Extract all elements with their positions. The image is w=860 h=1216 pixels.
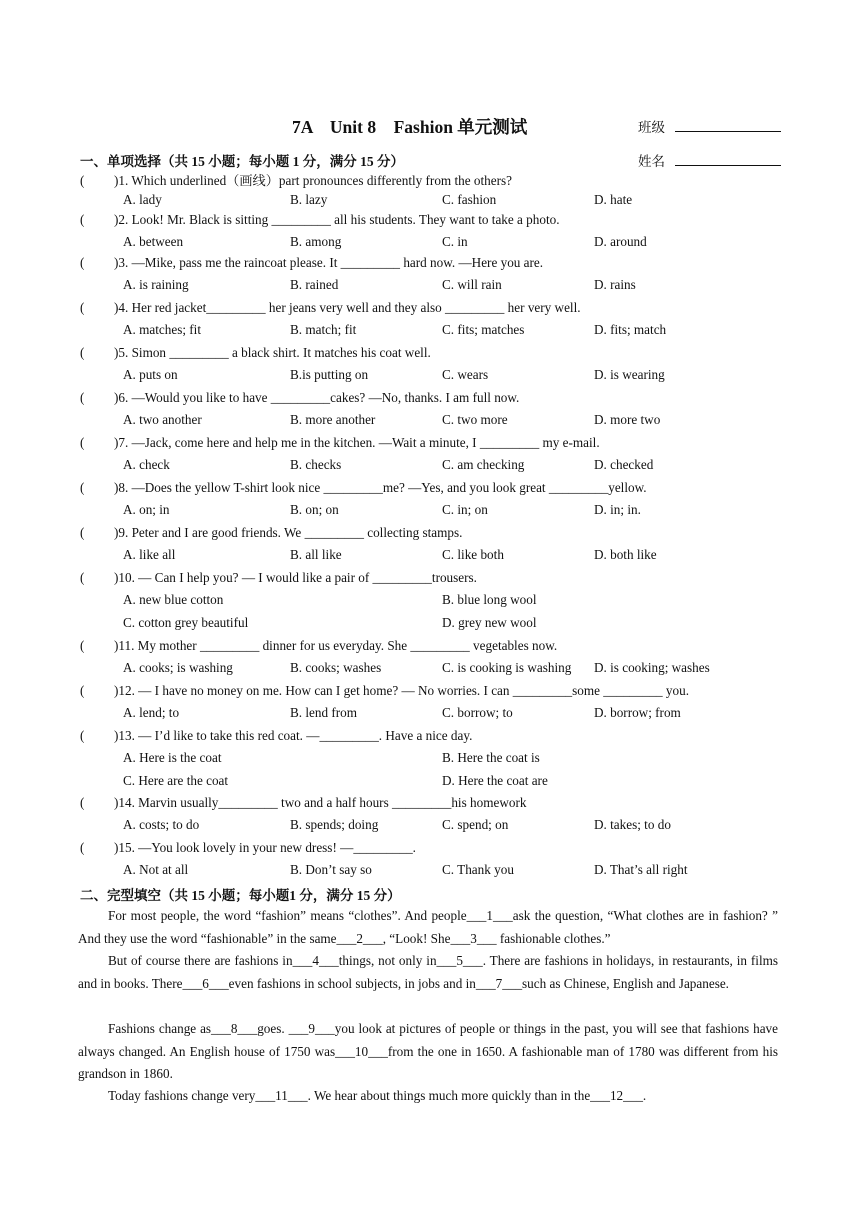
answer-option[interactable]: B. checks <box>290 457 342 472</box>
answer-option[interactable]: B. blue long wool <box>442 592 537 607</box>
question-stem <box>80 170 512 189</box>
question-stem <box>80 435 600 451</box>
question-text: )4. Her red jacket_________ her jeans very well and they also _________ her very well. <box>114 300 581 315</box>
answer-option[interactable]: D. hate <box>594 192 633 207</box>
question-stem <box>80 638 557 654</box>
cloze-paragraph-1: For most people, the word “fashion” means “clothes”. And people___1___ask the question, “What clothes are in fashion? ” And they use the word “fashionable” in the same___2___, “Look! She___3___ fashionable clothes.” <box>78 908 778 946</box>
question-text: )13. — I’d like to take this red coat. —_________. Have a nice day. <box>114 728 473 743</box>
answer-option[interactable]: B.is putting on <box>290 367 369 382</box>
answer-option[interactable]: A. Here is the coat <box>123 750 222 765</box>
name-blank-line[interactable] <box>675 151 781 166</box>
answer-option[interactable]: A. new blue cotton <box>123 592 224 607</box>
name-field <box>638 150 781 170</box>
answer-parenthesis[interactable]: ( <box>80 728 85 743</box>
answer-option[interactable]: D. in; in. <box>594 502 641 517</box>
answer-option[interactable]: D. checked <box>594 457 654 472</box>
question-text: )15. —You look lovely in your new dress! —_________. <box>114 840 416 855</box>
question-stem <box>80 683 689 699</box>
question-stem <box>80 390 519 406</box>
answer-parenthesis[interactable]: ( <box>80 840 85 855</box>
answer-option[interactable]: C. am checking <box>442 457 525 472</box>
answer-option[interactable]: C. in <box>442 234 468 249</box>
answer-option[interactable]: A. like all <box>123 547 176 562</box>
question-text: )12. — I have no money on me. How can I get home? — No worries. I can _________some _________ you. <box>114 683 690 698</box>
answer-option[interactable]: D. borrow; from <box>594 705 681 720</box>
answer-option[interactable]: A. between <box>123 234 184 249</box>
answer-option[interactable]: C. Here are the coat <box>123 773 229 788</box>
page-title: 7A Unit 8 Fashion 单元测试 <box>292 117 528 137</box>
question-text: )11. My mother _________ dinner for us everyday. She _________ vegetables now. <box>114 638 558 653</box>
answer-option[interactable]: C. cotton grey beautiful <box>123 615 249 630</box>
answer-option[interactable]: C. is cooking is washing <box>442 660 572 675</box>
answer-option[interactable]: D. rains <box>594 277 636 292</box>
question-stem <box>80 525 462 541</box>
answer-option[interactable]: C. fits; matches <box>442 322 525 337</box>
answer-option[interactable]: B. match; fit <box>290 322 357 337</box>
section1-heading: 一、单项选择（共 15 小题；每小题 1 分，满分 15 分） <box>80 154 404 169</box>
answer-option[interactable]: C. borrow; to <box>442 705 513 720</box>
answer-option[interactable]: A. costs; to do <box>123 817 200 832</box>
answer-option[interactable]: D. both like <box>594 547 657 562</box>
answer-parenthesis[interactable]: ( <box>80 300 85 315</box>
question-text: )1. Which underlined（画线）part pronounces differently from the others? <box>114 173 512 188</box>
answer-parenthesis[interactable]: ( <box>80 345 85 360</box>
answer-option[interactable]: B. among <box>290 234 342 249</box>
answer-parenthesis[interactable]: ( <box>80 570 85 585</box>
answer-option[interactable]: A. Not at all <box>123 862 189 877</box>
question-text: )9. Peter and I are good friends. We _________ collecting stamps. <box>114 525 463 540</box>
answer-option[interactable]: D. Here the coat are <box>442 773 548 788</box>
answer-option[interactable]: B. lend from <box>290 705 358 720</box>
answer-option[interactable]: C. Thank you <box>442 862 514 877</box>
question-text: )7. —Jack, come here and help me in the kitchen. —Wait a minute, I _________ my e-mail. <box>114 435 600 450</box>
answer-parenthesis[interactable]: ( <box>80 435 85 450</box>
question-stem <box>80 840 416 856</box>
question-stem <box>80 795 526 811</box>
answer-option[interactable]: B. rained <box>290 277 339 292</box>
answer-option[interactable]: B. more another <box>290 412 376 427</box>
answer-option[interactable]: B. cooks; washes <box>290 660 382 675</box>
question-stem <box>80 212 560 228</box>
answer-option[interactable]: A. on; in <box>123 502 170 517</box>
cloze-paragraph-3: Fashions change as___8___goes. ___9___you look at pictures of people or things in the past, you will see that fashions have always changed. An English house of 1750 was___10___from the one in 1650. A fashionable man of 1780 was different from his grandson in 1860. <box>78 1021 778 1081</box>
answer-option[interactable]: A. is raining <box>123 277 189 292</box>
cloze-paragraph-4: Today fashions change very___11___. We hear about things much more quickly than in the___12___. <box>108 1088 647 1103</box>
answer-option[interactable]: D. That’s all right <box>594 862 688 877</box>
answer-option[interactable]: B. Here the coat is <box>442 750 540 765</box>
answer-option[interactable]: C. two more <box>442 412 508 427</box>
question-text: )6. —Would you like to have _________cakes? —No, thanks. I am full now. <box>114 390 520 405</box>
answer-option[interactable]: C. in; on <box>442 502 488 517</box>
answer-option[interactable]: A. lend; to <box>123 705 180 720</box>
class-field <box>638 116 781 136</box>
question-text: )2. Look! Mr. Black is sitting _________ all his students. They want to take a photo. <box>114 212 560 227</box>
answer-parenthesis[interactable]: ( <box>80 795 85 810</box>
answer-option[interactable]: B. all like <box>290 547 342 562</box>
answer-option[interactable]: D. more two <box>594 412 661 427</box>
question-stem <box>80 728 472 744</box>
answer-parenthesis[interactable]: ( <box>80 480 85 495</box>
answer-option[interactable]: A. lady <box>123 192 162 207</box>
answer-option[interactable]: D. fits; match <box>594 322 667 337</box>
answer-option[interactable]: A. check <box>123 457 170 472</box>
answer-option[interactable]: B. on; on <box>290 502 339 517</box>
answer-option[interactable]: C. like both <box>442 547 504 562</box>
answer-option[interactable]: B. lazy <box>290 192 328 207</box>
answer-parenthesis[interactable]: ( <box>80 255 85 270</box>
answer-parenthesis[interactable]: ( <box>80 212 85 227</box>
class-label: 班级 <box>638 120 665 135</box>
answer-option[interactable]: B. spends; doing <box>290 817 379 832</box>
question-text: )5. Simon _________ a black shirt. It matches his coat well. <box>114 345 431 360</box>
answer-option[interactable]: C. spend; on <box>442 817 509 832</box>
class-blank-line[interactable] <box>675 117 781 132</box>
answer-parenthesis[interactable]: ( <box>80 683 85 698</box>
answer-option[interactable]: C. will rain <box>442 277 502 292</box>
cloze-paragraph-2: But of course there are fashions in___4___things, not only in___5___. There are fashions in holidays, in restaurants, in films and in books. There___6___even fashions in school subjects, in jobs and in___7___such as Chinese, English and Japanese. <box>78 953 778 991</box>
question-text: )3. —Mike, pass me the raincoat please. It _________ hard now. —Here you are. <box>114 255 544 270</box>
answer-option[interactable]: A. cooks; is washing <box>123 660 233 675</box>
answer-option[interactable]: D. grey new wool <box>442 615 537 630</box>
question-stem <box>80 480 647 496</box>
answer-parenthesis[interactable]: ( <box>80 638 85 653</box>
answer-option[interactable]: C. wears <box>442 367 489 382</box>
question-text: )14. Marvin usually_________ two and a half hours _________his homework <box>114 795 527 810</box>
answer-option[interactable]: D. around <box>594 234 647 249</box>
name-label: 姓名 <box>638 154 665 169</box>
section2-heading: 二、完型填空（共 15 小题；每小题1 分，满分 15 分） <box>80 888 401 903</box>
answer-option[interactable]: A. puts on <box>123 367 178 382</box>
answer-option[interactable]: D. takes; to do <box>594 817 671 832</box>
question-text: )10. — Can I help you? — I would like a pair of _________trousers. <box>114 570 477 585</box>
answer-option[interactable]: A. two another <box>123 412 202 427</box>
answer-option[interactable]: B. Don’t say so <box>290 862 372 877</box>
question-stem <box>80 255 543 271</box>
answer-option[interactable]: A. matches; fit <box>123 322 202 337</box>
answer-option[interactable]: D. is cooking; washes <box>594 660 710 675</box>
answer-parenthesis[interactable]: ( <box>80 390 85 405</box>
answer-parenthesis[interactable]: ( <box>80 173 85 188</box>
question-stem <box>80 570 477 586</box>
answer-parenthesis[interactable]: ( <box>80 525 85 540</box>
answer-option[interactable]: D. is wearing <box>594 367 665 382</box>
question-stem <box>80 345 431 361</box>
question-stem <box>80 300 581 316</box>
question-text: )8. —Does the yellow T-shirt look nice _________me? —Yes, and you look great _________yellow. <box>114 480 647 495</box>
answer-option[interactable]: C. fashion <box>442 192 497 207</box>
